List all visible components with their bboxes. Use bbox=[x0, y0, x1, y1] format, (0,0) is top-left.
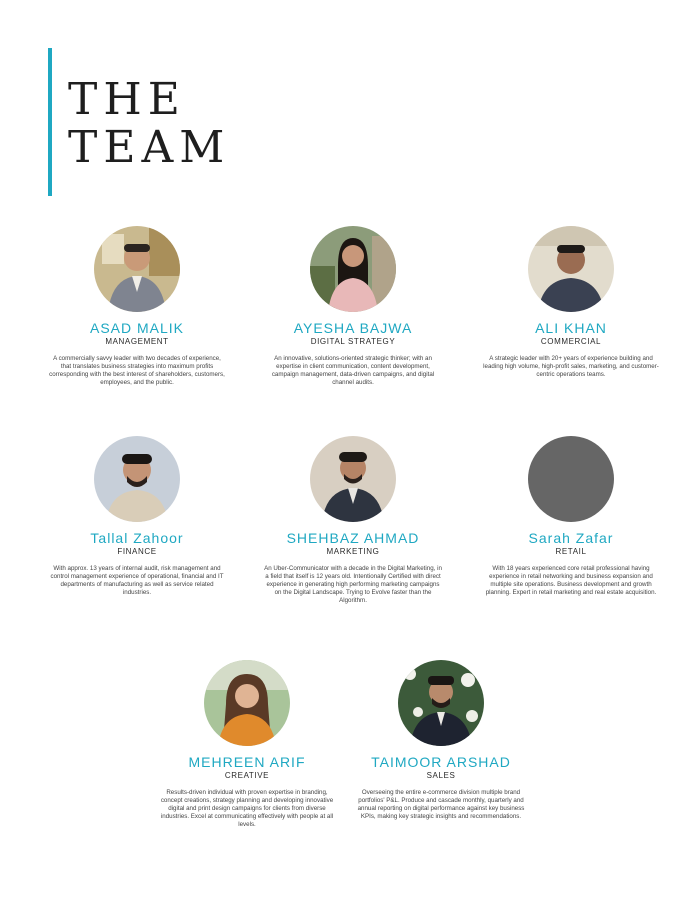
member-bio: A strategic leader with 20+ years of experience building and leading high volume, high-profit sales, marketing, and customer-centric operations teams. bbox=[483, 355, 659, 378]
member-photo bbox=[310, 226, 396, 312]
team-member-card bbox=[258, 436, 448, 605]
member-name: AYESHA BAJWA bbox=[293, 320, 413, 336]
member-photo bbox=[94, 436, 180, 522]
member-role: DIGITAL STRATEGY bbox=[310, 337, 396, 346]
member-name: SHEHBAZ AHMAD bbox=[286, 530, 420, 546]
member-name: MEHREEN ARIF bbox=[188, 754, 306, 770]
member-role: MARKETING bbox=[326, 547, 380, 556]
team-member-card bbox=[476, 436, 666, 597]
team-member-card bbox=[346, 660, 536, 821]
member-role: SALES bbox=[426, 771, 456, 780]
member-name: TAIMOOR ARSHAD bbox=[371, 754, 511, 770]
member-bio: A commercially savvy leader with two decades of experience, that translates business strategies into maximum profits corresponding with the best interest of shareholders, customers, employees, and the public. bbox=[49, 355, 225, 386]
member-photo bbox=[398, 660, 484, 746]
member-bio: Results-driven individual with proven expertise in branding, concept creations, strategy planning and developing innovative digital and print design campaigns for clients from diverse industries. Excel at communicating effectively with people at all levels. bbox=[160, 789, 334, 828]
member-bio: An innovative, solutions-oriented strategic thinker; with an expertise in client communication, content development, campaign management, data-driven campaigns, and digital channel audits. bbox=[271, 355, 435, 386]
member-photo bbox=[94, 226, 180, 312]
member-bio: An Uber-Communicator with a decade in the Digital Marketing, in a field that itself is 12 years old. Intentionally Certified with direct experience in generating high performing marketing campaigns on the Digital Landscape. Trying to Evolve faster than the Algorithm. bbox=[264, 565, 442, 604]
member-bio: With approx. 13 years of internal audit, risk management and control management experience of operational, financial and IT departments of manufacturing as well as service related industries. bbox=[50, 565, 224, 596]
team-member-card bbox=[152, 660, 342, 829]
member-role: CREATIVE bbox=[224, 771, 270, 780]
accent-bar bbox=[48, 48, 52, 196]
member-name: Tallal Zahoor bbox=[90, 530, 184, 546]
team-member-card bbox=[42, 226, 232, 387]
member-role: RETAIL bbox=[555, 547, 587, 556]
team-member-card bbox=[258, 226, 448, 387]
title-line-2: TEAM bbox=[68, 122, 231, 173]
team-member-card bbox=[476, 226, 666, 379]
member-bio: Overseeing the entire e-commerce division multiple brand portfolios' P&L. Produce and cascade monthly, quarterly and annual reporting on digital performance against key business KPIs, making key strategic insights and recommendations. bbox=[357, 789, 525, 820]
member-name: ASAD MALIK bbox=[89, 320, 185, 336]
member-role: COMMERCIAL bbox=[540, 337, 602, 346]
member-role: MANAGEMENT bbox=[105, 337, 169, 346]
member-photo bbox=[528, 226, 614, 312]
team-member-card bbox=[42, 436, 232, 597]
page-title bbox=[68, 76, 230, 172]
member-photo-placeholder bbox=[528, 436, 614, 522]
member-name: ALI KHAN bbox=[535, 320, 607, 336]
member-bio: With 18 years experienced core retail professional having experience in retail networking and business expansion and multiple site operations. Business development and growth planning. Expert in retail marketing and real estate acquisition. bbox=[485, 565, 657, 596]
member-photo bbox=[310, 436, 396, 522]
title-line-1: THE bbox=[68, 74, 186, 125]
member-photo bbox=[204, 660, 290, 746]
member-role: FINANCE bbox=[117, 547, 157, 556]
member-name: Sarah Zafar bbox=[528, 530, 614, 546]
